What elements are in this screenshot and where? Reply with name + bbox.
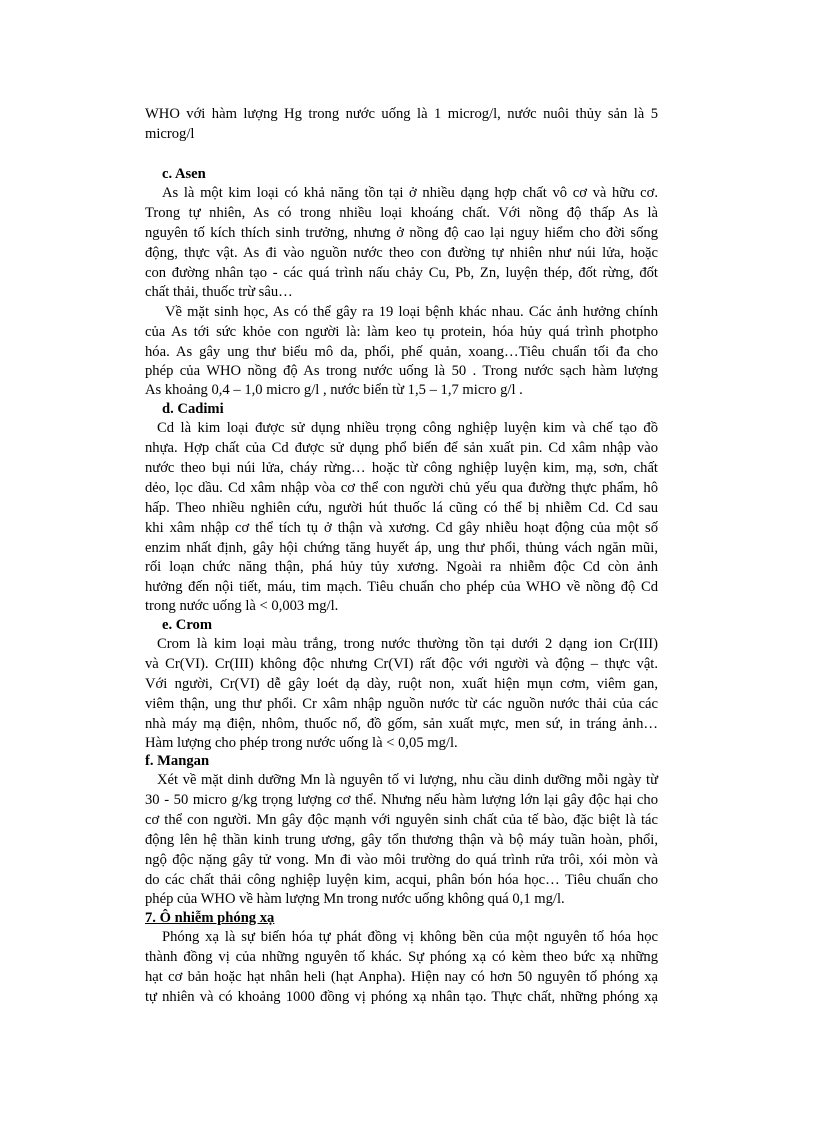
text-line: động lên hệ thần kinh trung ương, gây tổn thương thận và bộ máy tuần hoàn, phổi, xyxy=(145,832,658,848)
text-line: thành đồng vị của những nguyên tố khác. Sự phóng xạ có kèm theo bức xạ những xyxy=(145,949,658,965)
text-line: Cd là kim loại được sử dụng nhiều trọng công nghiệp luyện kim và chế tạo đồ xyxy=(157,420,658,436)
text-line: enzim nhất định, gây hội chứng tăng huyết áp, ung thư phổi, thủng vách ngăn mũi, xyxy=(145,540,658,556)
text-line: trong nước uống là < 0,003 mg/l. xyxy=(145,598,339,614)
text-line: và Cr(VI). Cr(III) không độc nhưng Cr(VI) rất độc với người và động – thực vật. xyxy=(145,656,658,672)
text-line: hưởng đến nội tiết, máu, tim mạch. Tiêu chuẩn cho phép của WHO về nồng độ Cd xyxy=(145,579,658,595)
text-line: Về mặt sinh học, As có thể gây ra 19 loại bệnh khác nhau. Các ảnh hưởng chính xyxy=(165,304,658,320)
text-line: WHO với hàm lượng Hg trong nước uống là 1 microg/l, nước nuôi thủy sản là 5 xyxy=(145,106,658,122)
text-line: As là một kim loại có khả năng tồn tại ở nhiều dạng hợp chất vô cơ và hữu cơ. xyxy=(162,185,658,201)
text-line: khi xâm nhập cơ thể tích tụ ở thận và xương. Cd gây nhiễu hoạt động của một số xyxy=(145,520,658,536)
section-heading: d. Cadimi xyxy=(162,401,224,417)
text-line: phép của WHO về hàm lượng Mn trong nước uống không quá 0,1 mg/l. xyxy=(145,891,565,907)
text-line: Crom là kim loại màu trắng, trong nước thường tồn tại dưới 2 dạng ion Cr(III) xyxy=(157,636,658,652)
text-line: dẻo, lọc dầu. Cd xâm nhập vòa cơ thể con người chủ yếu qua đường thực phẩm, hô xyxy=(145,480,658,496)
text-line: động, thực vật. As đi vào nguồn nước theo con đường tự nhiên như núi lửa, hoặc xyxy=(145,245,658,261)
text-line: Phóng xạ là sự biến hóa tự phát đồng vị không bền của một nguyên tố hóa học xyxy=(162,929,658,945)
text-line: tự nhiên và có khoảng 1000 đồng vị phóng xạ nhân tạo. Thực chất, những phóng xạ xyxy=(145,989,658,1005)
text-line: của As tới sức khỏe con người là: làm keo tụ protein, hóa hủy quá trình photpho xyxy=(145,324,658,340)
text-line: nước theo bụi núi lửa, cháy rừng… hoặc từ công nghiệp luyện kim, mạ, sơn, chất xyxy=(145,460,658,476)
section-heading: 7. Ô nhiễm phóng xạ xyxy=(145,910,275,926)
text-line: rối loạn chức năng thận, phá hủy tủy xương. Ngoài ra nhiễm độc Cd còn ảnh xyxy=(145,559,658,575)
text-line: do các chất thải công nghiệp luyện kim, acqui, phân bón hóa học… Tiêu chuẩn cho xyxy=(145,872,658,888)
text-line: hấp. Theo nhiều nghiên cứu, người hút thuốc lá cũng có thể bị nhiễm Cd. Cd sau xyxy=(145,500,658,516)
text-line: cơ thể con người. Mn gây độc mạnh với nguyên sinh chất của tế bào, đặc biệt là tác xyxy=(145,812,658,828)
text-line: con đường nhân tạo - các quá trình nấu chảy Cu, Pb, Zn, luyện thép, đốt rừng, đốt xyxy=(145,265,658,281)
text-line: Xét về mặt dinh dưỡng Mn là nguyên tố vi lượng, nhu cầu dinh dưỡng mỗi ngày từ xyxy=(157,772,658,788)
text-line: nhựa. Hợp chất của Cd được sử dụng phổ biến để sản xuất pin. Cd xâm nhập vào xyxy=(145,440,658,456)
section-heading: f. Mangan xyxy=(145,753,210,769)
text-line: viêm thận, ung thư phổi. Cr xâm nhập nguồn nước từ các nguồn nước thải của các xyxy=(145,696,658,712)
text-line: nhà máy mạ điện, nhôm, thuốc nổ, đồ gốm, sản xuất mực, men sứ, in tráng ảnh… xyxy=(145,716,658,732)
text-line: hạt cơ bản hoặc hạt nhân heli (hạt Anpha). Hiện nay có hơn 50 nguyên tố phóng xạ xyxy=(145,969,658,985)
text-line: Với người, Cr(VI) dễ gây loét dạ dày, ruột non, xuất hiện mụn cơm, viêm gan, xyxy=(145,676,658,692)
text-line: nguyên tố kích thích sinh trưởng, nhưng ở nồng độ cao lại nguy hiểm cho đời sống xyxy=(145,225,658,241)
section-heading: e. Crom xyxy=(162,617,212,633)
text-line: phép của WHO nồng độ As trong nước uống là 50 . Trong nước sạch hàm lượng xyxy=(145,363,658,379)
text-line: Hàm lượng cho phép trong nước uống là < 0,05 mg/l. xyxy=(145,735,458,751)
text-line: microg/l xyxy=(145,126,195,142)
text-line: hóa. As gây ung thư biểu mô da, phổi, phế quản, xoang…Tiêu chuẩn tối đa cho xyxy=(145,344,658,360)
text-line: chất thải, thuốc trừ sâu… xyxy=(145,284,293,300)
text-line: 30 - 50 micro g/kg trọng lượng cơ thể. Nhưng nếu hàm lượng lớn lại gây độc hại cho xyxy=(145,792,658,808)
section-heading: c. Asen xyxy=(162,166,206,182)
text-line: Trong tự nhiên, As có trong nhiều loại khoáng chất. Với nồng độ thấp As là xyxy=(145,205,658,221)
text-line: As khoảng 0,4 – 1,0 micro g/l , nước biển từ 1,5 – 1,7 micro g/l . xyxy=(145,382,523,398)
text-line: ngộ độc nặng gây tử vong. Mn đi vào môi trường do quá trình rửa trôi, xói mòn và xyxy=(145,852,658,868)
